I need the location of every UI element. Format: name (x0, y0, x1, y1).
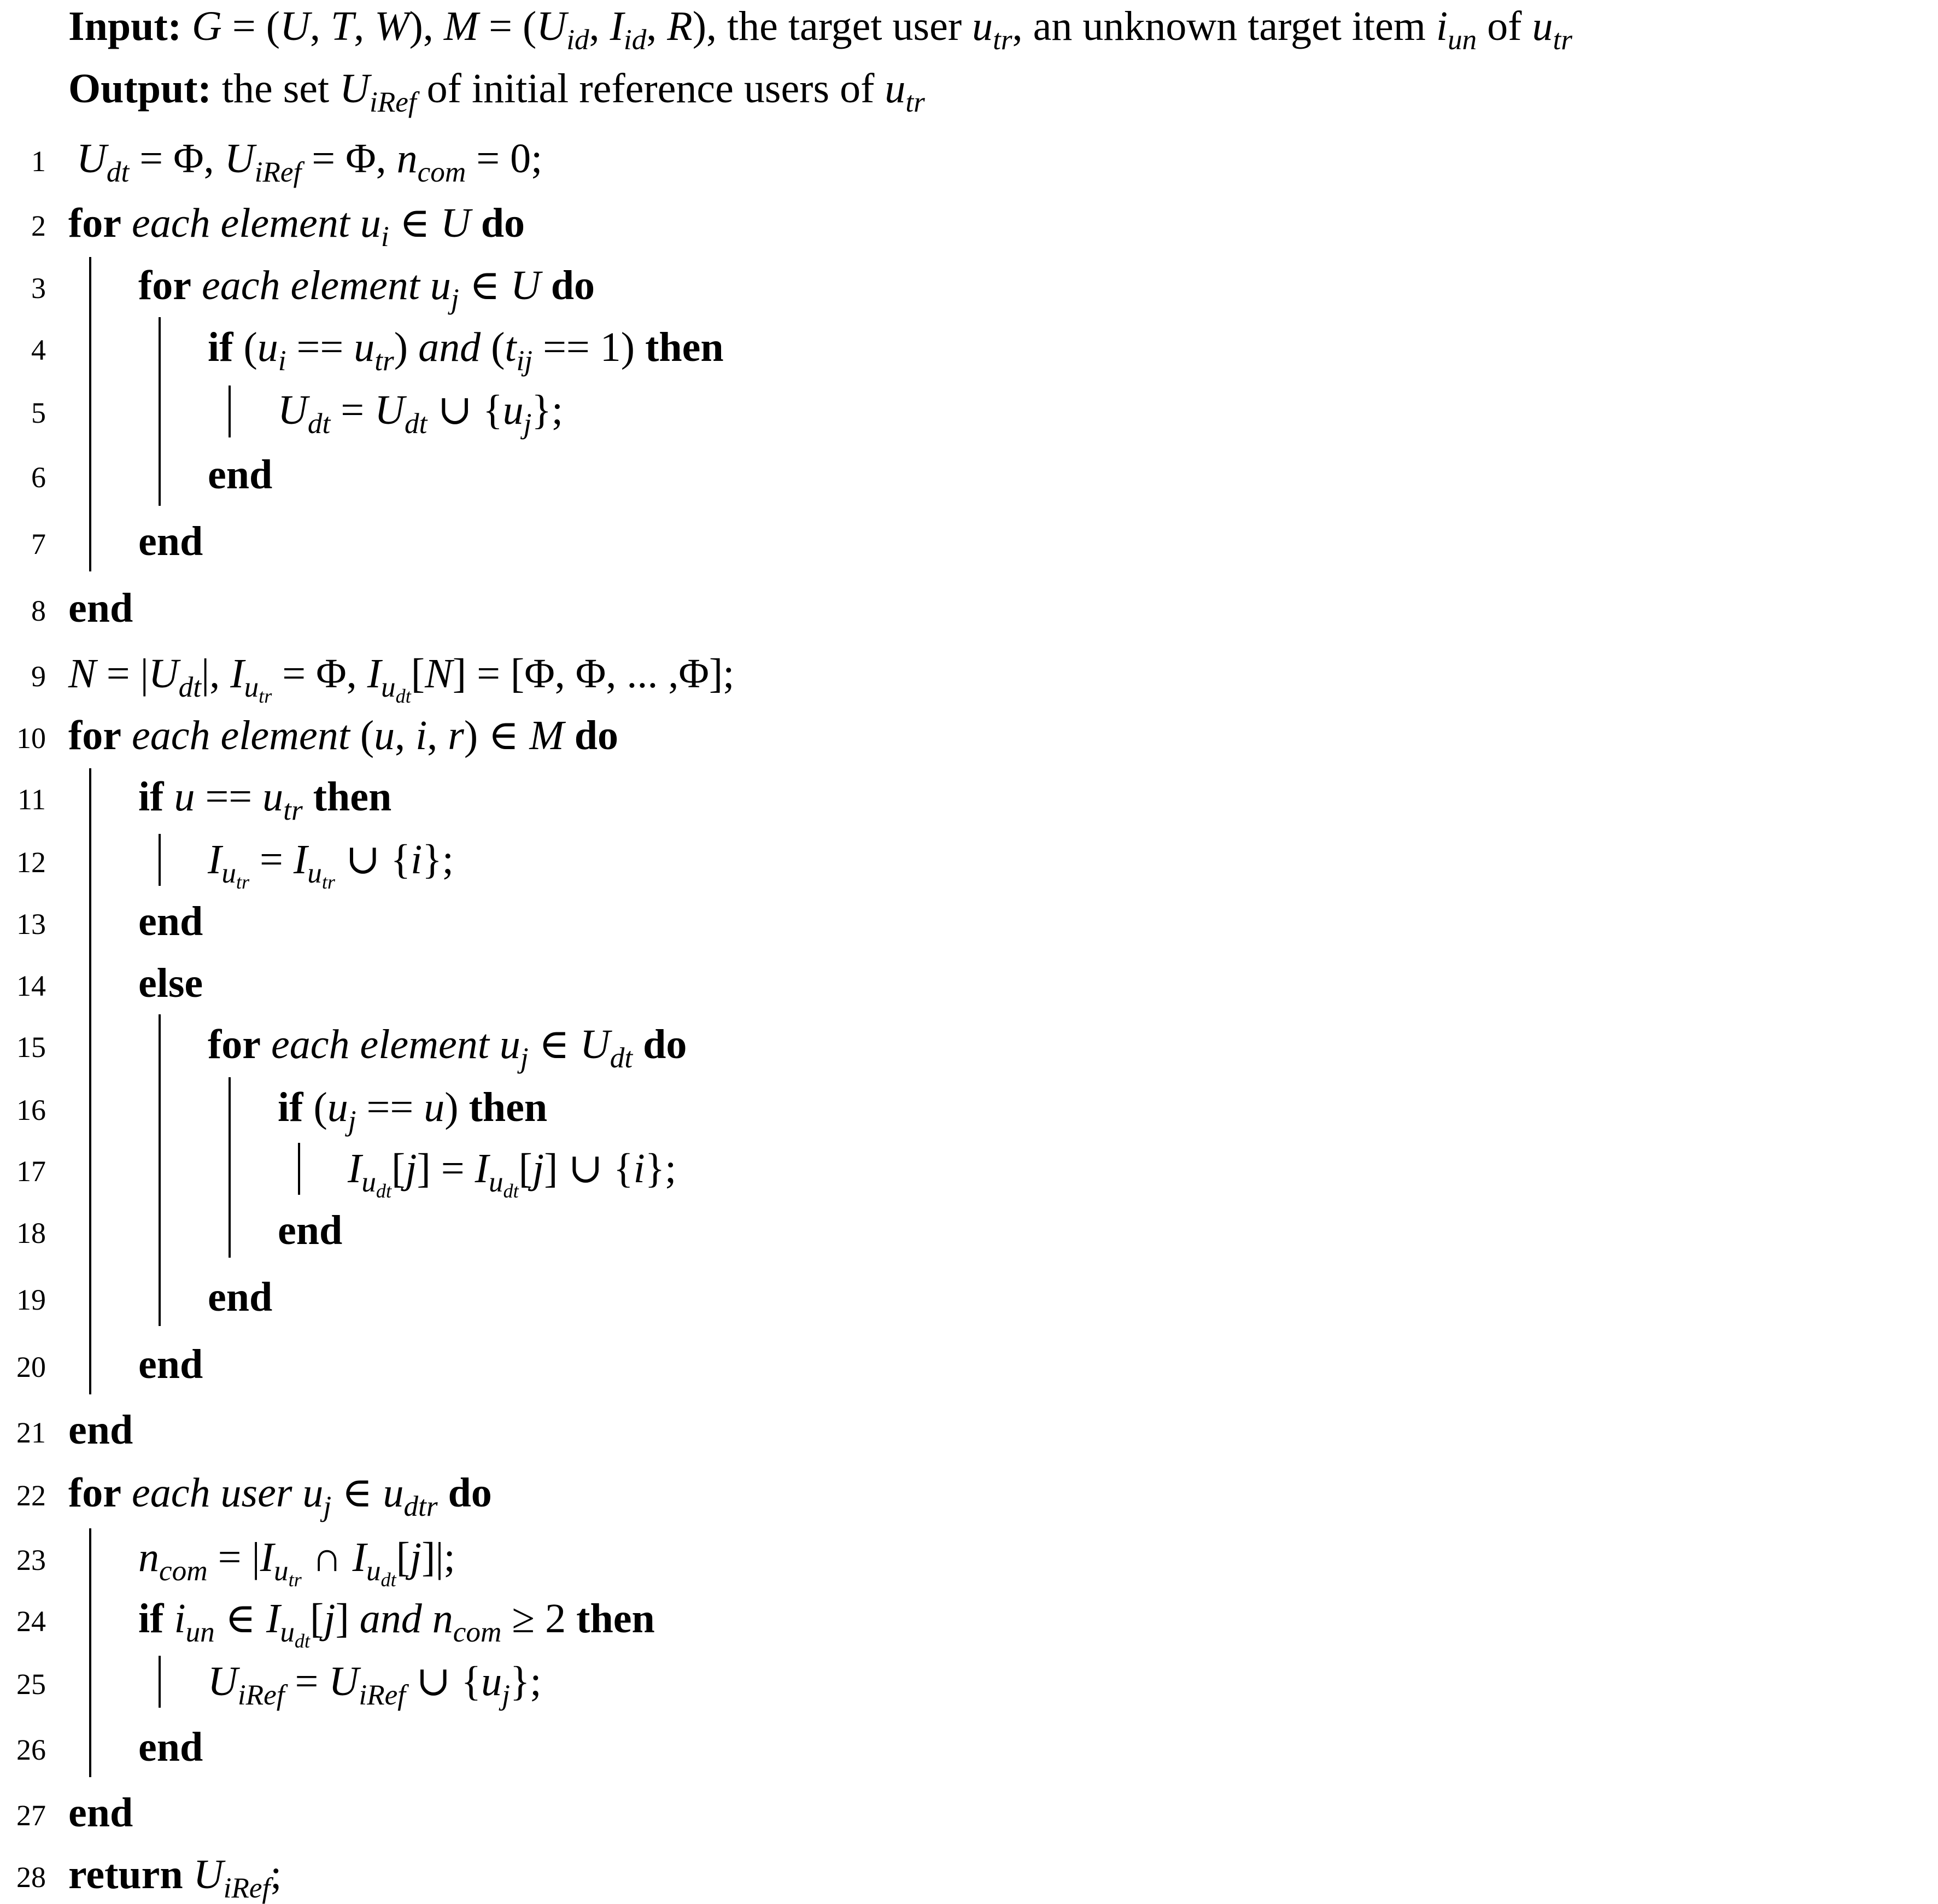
line-number: 16 (16, 1094, 46, 1126)
line-number: 12 (16, 846, 46, 879)
algo-line-11 (0, 764, 1938, 825)
line-code: if $(u_i == u_{tr})$ and $(t_{ij} == 1)$ then (208, 324, 724, 377)
line-number: 1 (31, 145, 46, 178)
line-code: end (208, 452, 273, 498)
algo-line-18 (0, 1198, 1938, 1259)
output-label: Output: (68, 66, 212, 112)
block-rule (159, 1656, 161, 1708)
line-number: 23 (16, 1544, 46, 1576)
line-number: 13 (16, 908, 46, 941)
line-code: end (138, 898, 203, 944)
line-code: end (138, 1341, 203, 1387)
algo-line-27 (0, 1780, 1938, 1841)
line-code: $I_{u_{tr}} = I_{u_{tr}}$ ∪ {i}; (208, 837, 454, 893)
block-rule (89, 768, 91, 1394)
block-rule (89, 1528, 91, 1777)
line-number: 14 (16, 969, 46, 1002)
line-code: end (138, 518, 203, 564)
line-number: 9 (31, 660, 46, 693)
block-rule (229, 386, 231, 437)
line-code: if $i_{un}$ ∈ $I_{u_{dt}}[j]$ and $n_{com} \ge 2$ then (138, 1596, 655, 1652)
line-code: end (68, 1407, 133, 1453)
algo-line-16 (0, 1074, 1938, 1136)
block-rule (229, 1077, 231, 1258)
line-number: 19 (16, 1283, 46, 1316)
algo-line-19 (0, 1264, 1938, 1325)
input-line (68, 0, 1572, 54)
block-rule (89, 257, 91, 571)
line-code: $n_{com} = |I_{u_{tr}}$ ∩ $I_{u_{dt}}[j]|$; (138, 1534, 455, 1591)
line-code: for each element (u, i, r) ∈ M do (68, 712, 619, 758)
algo-line-20 (0, 1331, 1938, 1393)
block-rule (159, 834, 161, 886)
line-number: 17 (16, 1155, 46, 1188)
line-number: 3 (31, 272, 46, 305)
algo-line-5 (0, 377, 1938, 439)
algo-line-8 (0, 575, 1938, 636)
algo-line-14 (0, 950, 1938, 1012)
line-code: return $U_{iRef}$; (68, 1852, 282, 1904)
line-code: else (138, 960, 203, 1006)
algo-line-9 (0, 641, 1938, 707)
line-number: 2 (31, 209, 46, 242)
algo-line-25 (0, 1649, 1938, 1710)
algo-line-13 (0, 889, 1938, 950)
algo-line-1 (0, 126, 1938, 187)
line-number: 21 (16, 1416, 46, 1449)
algo-line-2 (0, 190, 1938, 252)
line-code: if $u == u_{tr}$ then (138, 774, 392, 827)
line-code: for each user $u_j$ ∈ $u_{dtr}$ do (68, 1470, 492, 1523)
algo-line-24 (0, 1586, 1938, 1652)
algo-line-26 (0, 1714, 1938, 1775)
line-code: end (208, 1274, 273, 1320)
algo-line-23 (0, 1525, 1938, 1591)
line-code: end (278, 1207, 343, 1253)
line-code: $U_{dt} = \Phi$, $U_{iRef} = \Phi$, $n_{com} = 0$; (77, 136, 543, 189)
algo-line-3 (0, 253, 1938, 314)
line-number: 20 (16, 1351, 46, 1383)
line-number: 15 (16, 1031, 46, 1064)
line-number: 26 (16, 1733, 46, 1766)
line-code: $U_{dt} = U_{dt}$ ∪ $\{u_j\}$; (278, 387, 563, 440)
line-code: for each element $u_i$ ∈ U do (68, 200, 525, 253)
line-number: 7 (31, 528, 46, 560)
algo-line-6 (0, 442, 1938, 503)
algo-line-28 (0, 1842, 1938, 1903)
line-code: if $(u_j == u)$ then (278, 1084, 548, 1137)
line-number: 6 (31, 461, 46, 494)
line-code: for each element $u_j$ ∈ U do (138, 262, 595, 316)
algo-line-22 (0, 1460, 1938, 1521)
line-code: end (68, 585, 133, 631)
line-code: $I_{u_{dt}}[j] = I_{u_{dt}}[j]$ ∪ {i}; (348, 1146, 677, 1202)
output-line (68, 61, 925, 119)
algo-line-12 (0, 827, 1938, 893)
algo-line-7 (0, 509, 1938, 570)
line-number: 5 (31, 396, 46, 429)
input-label: Input: (68, 3, 181, 49)
line-code: $U_{iRef} = U_{iRef}$ ∪ $\{u_j\}$; (208, 1658, 542, 1712)
line-number: 27 (16, 1799, 46, 1832)
line-number: 25 (16, 1668, 46, 1701)
line-number: 8 (31, 594, 46, 627)
line-code: $N = |U_{dt}|$, $I_{u_{tr}} = \Phi$, $I_{u_{dt}}[N] = [\Phi$, Φ, ... ,Φ]; (68, 651, 735, 707)
input-formula: G = (U, T, W), $M = (U_{id}$, $I_{id}$, R), the target user $u_{tr}$, an unknown target item $i_{un}$ of $u_{tr}$ (192, 3, 1573, 56)
algo-line-10 (0, 703, 1938, 764)
line-number: 11 (17, 783, 46, 816)
line-number: 24 (16, 1605, 46, 1638)
line-number: 10 (16, 722, 46, 755)
algo-line-15 (0, 1012, 1938, 1073)
block-rule (298, 1143, 300, 1195)
block-rule (159, 317, 161, 506)
line-number: 4 (31, 334, 46, 366)
algo-line-4 (0, 314, 1938, 376)
algo-line-17 (0, 1136, 1938, 1202)
line-code: end (68, 1790, 133, 1836)
line-number: 18 (16, 1217, 46, 1249)
block-rule (159, 1014, 161, 1326)
output-formula: the set $U_{iRef}$ of initial reference users of $u_{tr}$ (221, 66, 925, 119)
line-code: for each element $u_j$ ∈ $U_{dt}$ do (208, 1021, 687, 1074)
line-number: 22 (16, 1479, 46, 1512)
line-code: end (138, 1724, 203, 1770)
line-number: 28 (16, 1861, 46, 1894)
algo-line-21 (0, 1397, 1938, 1458)
